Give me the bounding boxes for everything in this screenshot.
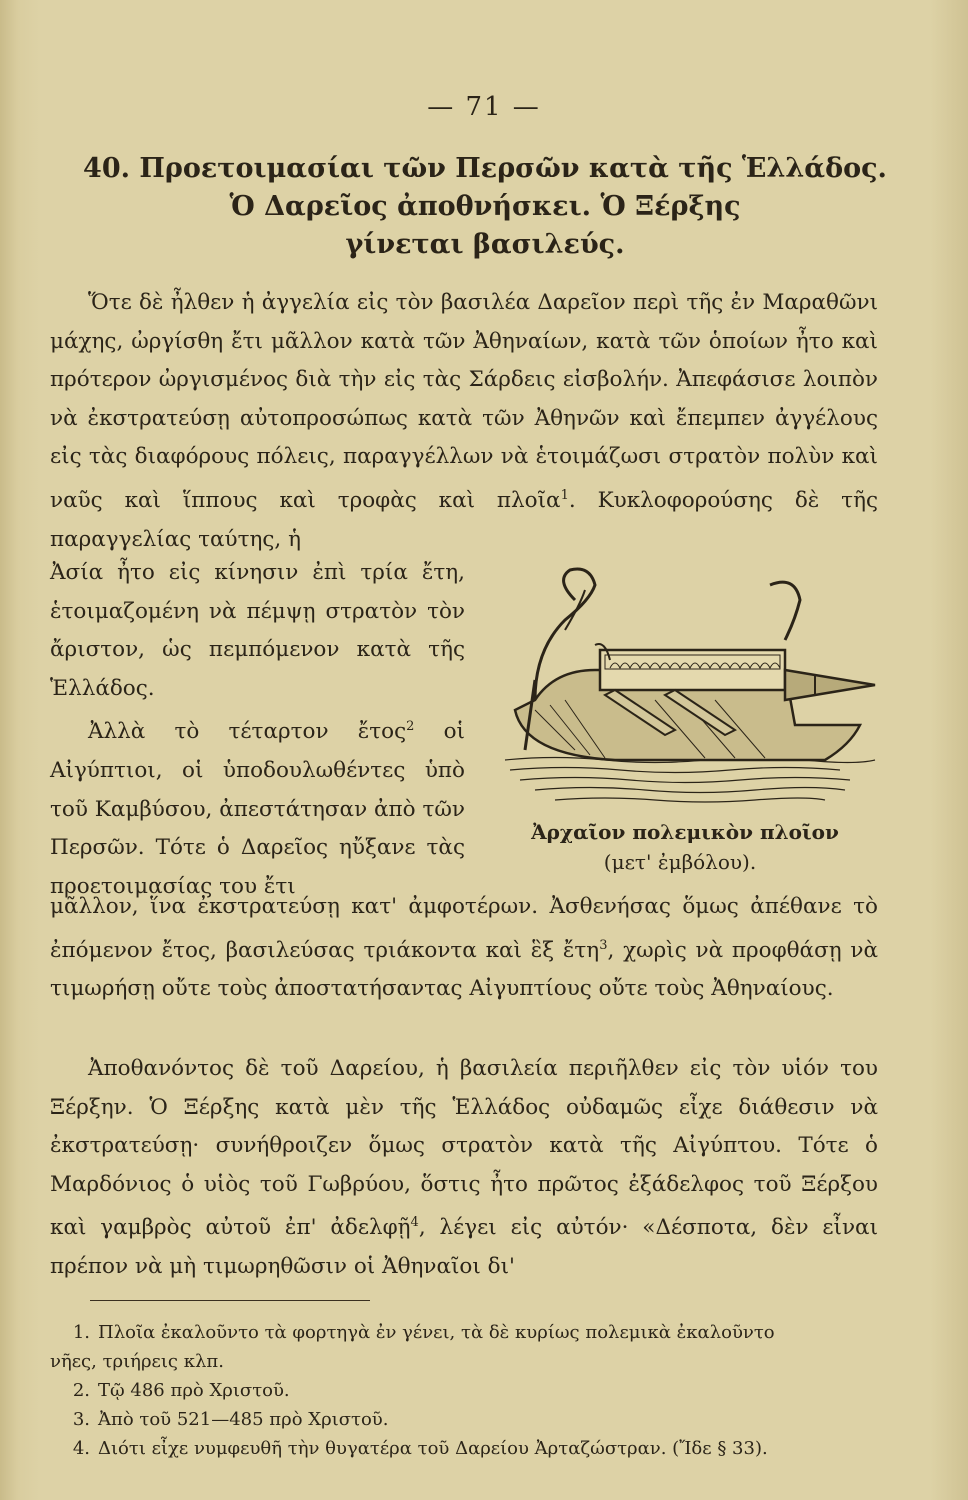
paragraph-2-text-c: μᾶλλον, ἵνα ἐκστρατεύσῃ κατ' ἀμφοτέρων. Ἀσθενήσας ὅμως ἀπέθανε τὸ ἐπόμενον ἔτος, βασιλεύσας τριάκοντα καὶ ἓξ ἔτη [50,894,878,963]
water-lines [505,758,875,803]
footnote-1 [50,1318,880,1347]
footnote-text: Ἀπὸ τοῦ 521—485 πρὸ Χριστοῦ. [98,1409,389,1430]
footnote-ref-4[interactable]: 4 [410,1215,419,1231]
footnote-2 [50,1376,880,1405]
paragraph-3-text-b: , λέγει εἰς αὐτόν· «Δέσποτα, δὲν εἶναι πρέπον νὰ μὴ τιμωρηθῶσιν οἱ Ἀθηναῖοι δι' [50,1215,879,1280]
footnote-4 [50,1434,880,1463]
paragraph-2-column [50,708,465,906]
paragraph-1-tail: . Κυκλοφορούσης δὲ τῆς παραγγελίας ταύτης, ἡ [50,488,878,552]
footnote-ref-1[interactable]: 1 [560,487,569,503]
footnote-3 [50,1405,880,1434]
footnotes [50,1318,880,1463]
paragraph-2-text-a: Ἀλλὰ τὸ τέταρτον ἔτος [88,719,407,745]
paragraph-3 [50,1050,878,1287]
footnote-ref-3[interactable]: 3 [599,937,608,953]
figure-caption-subtitle: (μετ' ἐμβόλου). [603,850,757,874]
footnote-1-continued: νῆες, τριήρεις κλπ. [50,1351,224,1372]
paragraph-2-text-b: οἱ Αἰγύπτιοι, οἱ ὑποδουλωθέντες ὑπὸ τοῦ Καμβύσου, ἀπεστάτησαν ἀπὸ τῶν Περσῶν. Τότε ὁ Δαρεῖος ηὔξανε τὰς προετοιμασίας του ἔτι [50,719,465,899]
footnote-text: Διότι εἶχε νυμφευθῆ τὴν θυγατέρα τοῦ Δαρείου Ἀρταζώστραν. (Ἴδε § 33). [98,1438,768,1459]
heading-line-3: γίνεται βασιλεύς. [345,229,625,260]
paragraph-1-column: Ἀσία ἦτο εἰς κίνησιν ἐπὶ τρία ἔτη, ἑτοιμαζομένη νὰ πέμψῃ στρατὸν τὸν ἄριστον, ὡς πεμπόμενον κατὰ τῆς Ἑλλάδος. [50,560,465,701]
footnote-number: 2. [72,1380,90,1401]
ancient-warship-icon [495,560,880,810]
figure-caption-title: Ἀρχαῖον πολεμικὸν πλοῖον [531,820,839,844]
footnote-text: Τῷ 486 πρὸ Χριστοῦ. [98,1380,290,1401]
paragraph-2-full [50,888,878,1009]
paragraph-1-text: Ὅτε δὲ ἦλθεν ἡ ἀγγελία εἰς τὸν βασιλέα Δαρεῖον περὶ τῆς ἐν Μαραθῶνι μάχης, ὠργίσθη ἔτι μᾶλλον κατὰ τῶν Ἀθηναίων, κατὰ τῶν ὁποίων ἦτο καὶ πρότερον ὠργισμένος διὰ τὴν εἰς τὰς Σάρδεις εἰσβολήν. Ἀπεφάσισε λοιπὸν νὰ ἐκστρατεύσῃ αὐτοπροσώπως κατὰ τῶν Ἀθηνῶν καὶ ἔπεμπεν ἀγγέλους εἰς τὰς διαφόρους πόλεις, παραγγέλλων νὰ ἑτοιμάζωσι στρατὸν πολὺν καὶ ναῦς καὶ ἵππους καὶ τροφὰς καὶ πλοῖα [50,290,878,514]
footnote-divider [90,1300,370,1301]
paragraph-3-text-a: Ἀποθανόντος δὲ τοῦ Δαρείου, ἡ βασιλεία περιῆλθεν εἰς τὸν υἱόν του Ξέρξην. Ὁ Ξέρξης κατὰ μὲν τῆς Ἑλλάδος οὐδαμῶς εἶχε διάθεσιν νὰ ἐκστρατεύσῃ· συνήθροιζεν ὅμως στρατὸν κατὰ τῆς Αἰγύπτου. Τότε ὁ Μαρδόνιος ὁ υἱὸς τοῦ Γωβρύου, ὅστις ἦτο πρῶτος ἐξάδελφος τοῦ Ξέρξου καὶ γαμβρὸς αὐτοῦ ἐπ' ἀδελφῇ [50,1056,878,1241]
footnote-ref-2[interactable]: 2 [406,719,415,735]
heading-line-1: 40. Προετοιμασίαι τῶν Περσῶν κατὰ τῆς Ἑλλάδος. [83,153,887,184]
section-heading [40,150,930,264]
footnote-number: 3. [72,1409,90,1430]
paragraph-1-full [50,284,878,559]
footnote-number: 4. [72,1438,90,1459]
paragraph-2-text-d: , χωρὶς νὰ προφθάσῃ νὰ τιμωρήσῃ οὔτε τοὺς ἀποστατήσαντας Αἰγυπτίους οὔτε τοὺς Ἀθηναίους. [50,937,878,1002]
footnote-number: 1. [72,1322,90,1343]
heading-line-2: Ὁ Δαρεῖος ἀποθνήσκει. Ὁ Ξέρξης [229,191,741,222]
paragraph-column [50,554,465,907]
footnote-text: Πλοῖα ἐκαλοῦντο τὰ φορτηγὰ ἐν γένει, τὰ δὲ κυρίως πολεμικὰ ἐκαλοῦντο [98,1322,775,1343]
page-number: — 71 — [427,92,541,122]
